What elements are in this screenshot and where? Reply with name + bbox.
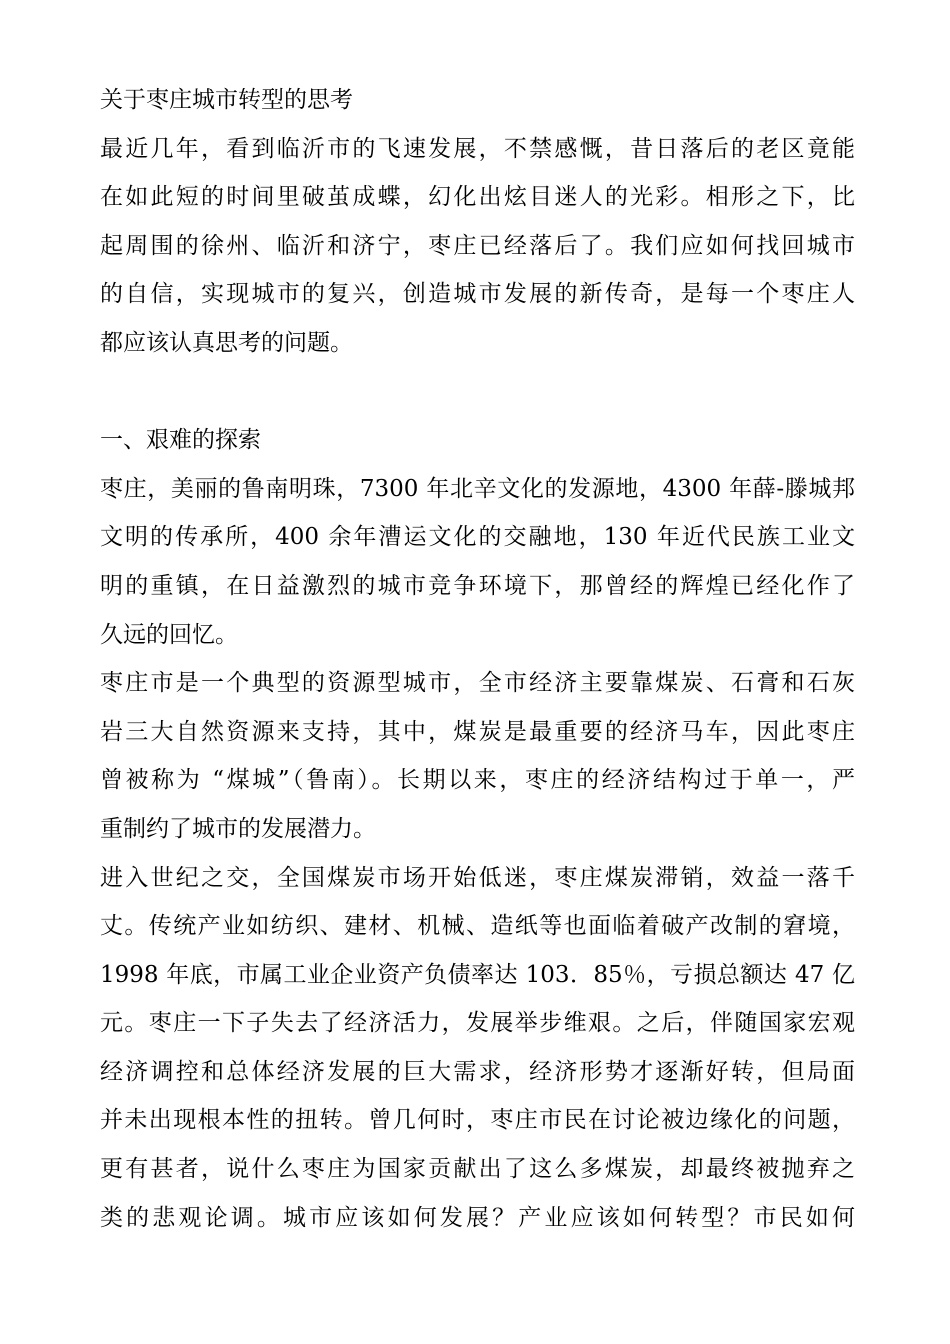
paragraph-line: 并未出现根本性的扭转。曾几何时，枣庄市民在讨论被边缘化的问题，	[100, 1107, 855, 1134]
paragraph-line: 重制约了城市的发展潜力。	[100, 815, 376, 842]
paragraph-1	[100, 465, 855, 659]
paragraph-line: 明的重镇，在日益激烈的城市竞争环境下，那曾经的辉煌已经化作了	[100, 572, 855, 599]
paragraph-line: 元。枣庄一下子失去了经济活力，发展举步维艰。之后，伴随国家宏观	[100, 1010, 855, 1037]
paragraph-line: 1998 年底，市属工业企业资产负债率达 103．85％，亏损总额达 47 亿	[100, 961, 855, 988]
paragraph-line: 经济调控和总体经济发展的巨大需求，经济形势才逐渐好转，但局面	[100, 1058, 855, 1085]
paragraph-line: 文明的传承所，400 余年漕运文化的交融地，130 年近代民族工业文	[100, 524, 855, 551]
paragraph-line: 枣庄市是一个典型的资源型城市，全市经济主要靠煤炭、石膏和石灰	[100, 670, 855, 697]
section-heading: 一、艰难的探索	[100, 427, 261, 454]
paragraph-line: 进入世纪之交，全国煤炭市场开始低迷，枣庄煤炭滞销，效益一落千	[100, 864, 855, 891]
blank-line	[100, 368, 855, 417]
paragraph-line: 类的悲观论调。城市应该如何发展？产业应该如何转型？市民如何	[100, 1204, 855, 1231]
document-title: 关于枣庄城市转型的思考	[100, 87, 353, 113]
intro-paragraph	[100, 125, 855, 368]
intro-line: 都应该认真思考的问题。	[100, 329, 353, 356]
paragraph-line: 岩三大自然资源来支持，其中，煤炭是最重要的经济马车，因此枣庄	[100, 718, 855, 745]
paragraph-line: 曾被称为 “煤城”（鲁南）。长期以来，枣庄的经济结构过于单一，严	[100, 767, 855, 794]
paragraph-2	[100, 659, 855, 853]
document-body	[100, 76, 855, 1242]
paragraph-line: 久远的回忆。	[100, 621, 238, 648]
paragraph-line: 枣庄，美丽的鲁南明珠，7300 年北辛文化的发源地，4300 年薛-滕城邦	[100, 475, 855, 502]
intro-line: 起周围的徐州、临沂和济宁，枣庄已经落后了。我们应如何找回城市	[100, 232, 855, 259]
paragraph-line: 更有甚者，说什么枣庄为国家贡献出了这么多煤炭，却最终被抛弃之	[100, 1156, 855, 1183]
intro-line: 的自信，实现城市的复兴，创造城市发展的新传奇，是每一个枣庄人	[100, 281, 855, 308]
intro-line: 最近几年，看到临沂市的飞速发展，不禁感慨，昔日落后的老区竟能	[100, 135, 855, 162]
intro-line: 在如此短的时间里破茧成蝶，幻化出炫目迷人的光彩。相形之下，比	[100, 184, 855, 211]
paragraph-line: 丈。传统产业如纺织、建材、机械、造纸等也面临着破产改制的窘境，	[100, 913, 855, 940]
paragraph-3	[100, 854, 855, 1243]
